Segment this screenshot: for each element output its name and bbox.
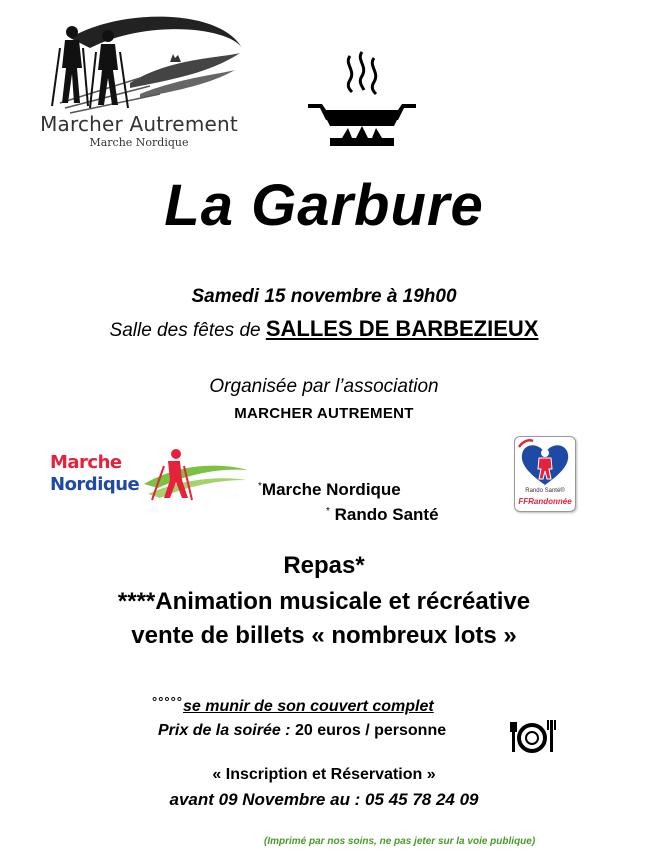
cooking-pan-icon: [304, 50, 420, 150]
price-label: Prix de la soirée :: [158, 722, 295, 739]
nordic-walkers-logo-icon: [30, 8, 245, 118]
activity-marker: *: [258, 481, 262, 492]
activity-label: Rando Santé: [334, 505, 439, 524]
venue-prefix: Salle des fêtes de: [109, 320, 266, 341]
cutlery-plate-icon: [510, 716, 556, 756]
rando-sante-logo: [514, 436, 576, 512]
ffrandonnee-label: FFRandonnée: [518, 497, 572, 506]
programme-animation: ****Animation musicale et récréative: [117, 588, 531, 615]
logo-subtitle: Marche Nordique: [89, 136, 189, 149]
activity-item: [258, 480, 401, 500]
event-date: Samedi 15 novembre à 19h00: [191, 286, 457, 307]
couvert-marker: °°°°°: [152, 694, 183, 709]
marche-nordique-logo-line1: Marche: [50, 452, 122, 473]
heart-walker-icon: [515, 437, 575, 489]
event-title: La Garbure: [164, 173, 484, 238]
couvert-text: se munir de son couvert complet: [183, 698, 434, 715]
price-value: 20 euros / personne: [294, 722, 447, 739]
programme-billets: vente de billets « nombreux lots »: [131, 622, 517, 649]
footnote: (Imprimé par nos soins, ne pas jeter sur la voie publique): [264, 836, 536, 847]
programme-repas: Repas*: [283, 552, 365, 579]
couvert-note: [152, 694, 434, 716]
organizer-intro: Organisée par l’association: [209, 376, 439, 397]
reservation-deadline: avant 09 Novembre au : 05 45 78 24 09: [169, 790, 479, 809]
organizer-name: MARCHER AUTREMENT: [234, 405, 414, 422]
venue-name: SALLES DE BARBEZIEUX: [265, 316, 539, 341]
activity-item: [326, 505, 439, 525]
marcher-autrement-logo: [30, 8, 245, 148]
activity-marker: *: [326, 506, 330, 517]
rando-sante-label: Rando Santé®: [525, 488, 565, 494]
price-line: [158, 722, 446, 740]
logo-title: Marcher Autrement: [40, 112, 238, 136]
activity-label: Marche Nordique: [261, 480, 401, 499]
event-venue: [0, 316, 648, 342]
reservation-heading: « Inscription et Réservation »: [212, 766, 436, 783]
marche-nordique-logo-line2: Nordique: [50, 474, 140, 495]
